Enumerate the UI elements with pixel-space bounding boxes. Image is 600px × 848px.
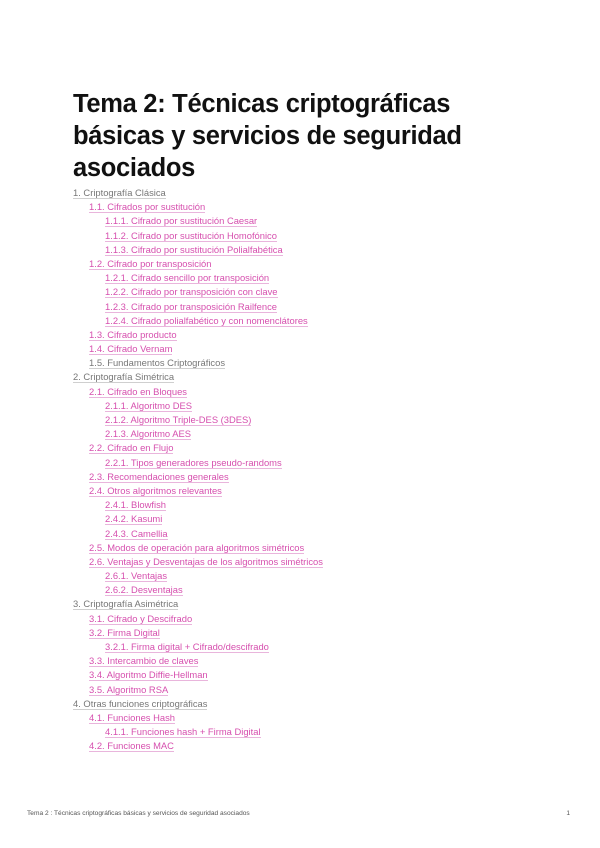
toc-entry-level-2[interactable] xyxy=(0,257,600,271)
toc-entry-label: 3. Criptografía Asimétrica xyxy=(73,598,179,610)
toc-entry-label: 1.1. Cifrados por sustitución xyxy=(89,201,206,213)
toc-entry-label: 4.2. Funciones MAC xyxy=(89,740,174,752)
toc-entry-level-1 xyxy=(0,370,600,384)
toc-entry-label: 2.4. Otros algoritmos relevantes xyxy=(89,484,222,496)
toc-entry-level-1 xyxy=(0,597,600,611)
toc-entry-label: 1.1.1. Cifrado por sustitución Caesar xyxy=(105,215,258,227)
toc-entry-level-2[interactable] xyxy=(0,654,600,668)
toc-entry-label: 2.3. Recomendaciones generales xyxy=(89,470,229,482)
toc-entry-label: 3.4. Algoritmo Diffie-Hellman xyxy=(89,669,208,681)
toc-entry-label: 1.2.4. Cifrado polialfabético y con nomenclátores xyxy=(105,314,308,326)
toc-entry-level-3[interactable] xyxy=(0,427,600,441)
toc-entry-label: 2. Criptografía Simétrica xyxy=(73,371,175,383)
toc-entry-label: 1.4. Cifrado Vernam xyxy=(89,343,173,355)
toc-entry-label: 3.5. Algoritmo RSA xyxy=(89,683,169,695)
toc-entry-level-3[interactable] xyxy=(0,243,600,257)
toc-entry-level-2[interactable] xyxy=(0,328,600,342)
footer-document-title: Tema 2 : Técnicas criptográficas básicas y servicios de seguridad asociados xyxy=(27,810,250,817)
toc-entry-level-3[interactable] xyxy=(0,229,600,243)
toc-entry-label: 3.1. Cifrado y Descifrado xyxy=(89,612,193,624)
toc-entry-level-3[interactable] xyxy=(0,300,600,314)
toc-entry-label: 2.1.2. Algoritmo Triple-DES (3DES) xyxy=(105,414,252,425)
toc-entry-level-3[interactable] xyxy=(0,214,600,228)
toc-entry-level-3[interactable] xyxy=(0,498,600,512)
toc-entry-label: 2.2.1. Tipos generadores pseudo-randoms xyxy=(105,456,282,468)
document-title: Tema 2: Técnicas criptográficas básicas y servicios de seguridad asociados xyxy=(73,90,462,183)
toc-entry-level-2 xyxy=(0,356,600,370)
toc-entry-level-2[interactable] xyxy=(0,668,600,682)
toc-entry-level-3[interactable] xyxy=(0,271,600,285)
toc-entry-level-2[interactable] xyxy=(0,342,600,356)
toc-entry-level-3[interactable] xyxy=(0,725,600,739)
toc-entry-level-2[interactable] xyxy=(0,711,600,725)
toc-entry-label: 2.1.1. Algoritmo DES xyxy=(105,399,193,411)
toc-entry-level-2[interactable] xyxy=(0,470,600,484)
footer-page-number: 1 xyxy=(566,810,570,817)
toc-entry-label: 1.2.3. Cifrado por transposición Railfence xyxy=(105,300,277,312)
toc-entry-label: 4.1. Funciones Hash xyxy=(89,711,175,723)
toc-entry-level-2[interactable] xyxy=(0,555,600,569)
toc-entry-label: 1.5. Fundamentos Criptográficos xyxy=(89,357,226,369)
toc-entry-level-3[interactable] xyxy=(0,569,600,583)
toc-entry-label: 2.6. Ventajas y Desventajas de los algoritmos simétricos xyxy=(89,555,323,567)
toc-entry-label: 2.4.1. Blowfish xyxy=(105,499,166,511)
toc-entry-label: 1.1.3. Cifrado por sustitución Polialfabética xyxy=(105,243,283,255)
toc-entry-label: 1.2.1. Cifrado sencillo por transposición xyxy=(105,272,270,284)
toc-entry-level-2[interactable] xyxy=(0,441,600,455)
toc-entry-label: 4. Otras funciones criptográficas xyxy=(73,697,208,709)
toc-entry-level-2[interactable] xyxy=(0,626,600,640)
toc-entry-label: 3.3. Intercambio de claves xyxy=(89,655,199,667)
toc-entry-label: 3.2.1. Firma digital + Cifrado/descifrado xyxy=(105,641,269,652)
toc-entry-level-3[interactable] xyxy=(0,285,600,299)
toc-entry-level-2[interactable] xyxy=(0,612,600,626)
toc-entry-level-2[interactable] xyxy=(0,200,600,214)
toc-entry-level-3[interactable] xyxy=(0,583,600,597)
toc-entry-label: 2.5. Modos de operación para algoritmos simétricos xyxy=(89,541,305,553)
toc-entry-level-3[interactable] xyxy=(0,314,600,328)
toc-entry-level-1 xyxy=(0,186,600,200)
toc-entry-label: 1.1.2. Cifrado por sustitución Homofónico xyxy=(105,229,277,241)
toc-entry-label: 4.1.1. Funciones hash + Firma Digital xyxy=(105,726,261,738)
page-footer xyxy=(0,810,600,822)
toc-entry-level-3[interactable] xyxy=(0,512,600,526)
toc-entry-level-2[interactable] xyxy=(0,739,600,753)
toc-entry-label: 2.4.2. Kasumi xyxy=(105,513,163,525)
toc-entry-level-3[interactable] xyxy=(0,456,600,470)
toc-entry-level-3[interactable] xyxy=(0,413,600,427)
toc-entry-level-2[interactable] xyxy=(0,385,600,399)
toc-entry-label: 1. Criptografía Clásica xyxy=(73,187,166,198)
toc-entry-label: 2.6.1. Ventajas xyxy=(105,570,168,582)
toc-entry-label: 1.2. Cifrado por transposición xyxy=(89,257,212,269)
toc-entry-label: 2.1. Cifrado en Bloques xyxy=(89,385,187,397)
toc-entry-level-3[interactable] xyxy=(0,640,600,654)
toc-entry-label: 2.4.3. Camellia xyxy=(105,527,168,539)
toc-entry-label: 2.6.2. Desventajas xyxy=(105,584,183,596)
toc-entry-level-2[interactable] xyxy=(0,683,600,697)
toc-entry-level-1 xyxy=(0,697,600,711)
toc-entry-level-2[interactable] xyxy=(0,484,600,498)
toc-entry-label: 2.2. Cifrado en Flujo xyxy=(89,442,174,454)
toc-entry-level-3[interactable] xyxy=(0,399,600,413)
toc-entry-level-3[interactable] xyxy=(0,527,600,541)
toc-entry-label: 2.1.3. Algoritmo AES xyxy=(105,428,191,440)
toc-entry-label: 1.2.2. Cifrado por transposición con clave xyxy=(105,286,278,298)
toc-entry-level-2[interactable] xyxy=(0,541,600,555)
table-of-contents xyxy=(0,186,600,754)
toc-entry-label: 3.2. Firma Digital xyxy=(89,626,160,638)
toc-entry-label: 1.3. Cifrado producto xyxy=(89,328,177,340)
